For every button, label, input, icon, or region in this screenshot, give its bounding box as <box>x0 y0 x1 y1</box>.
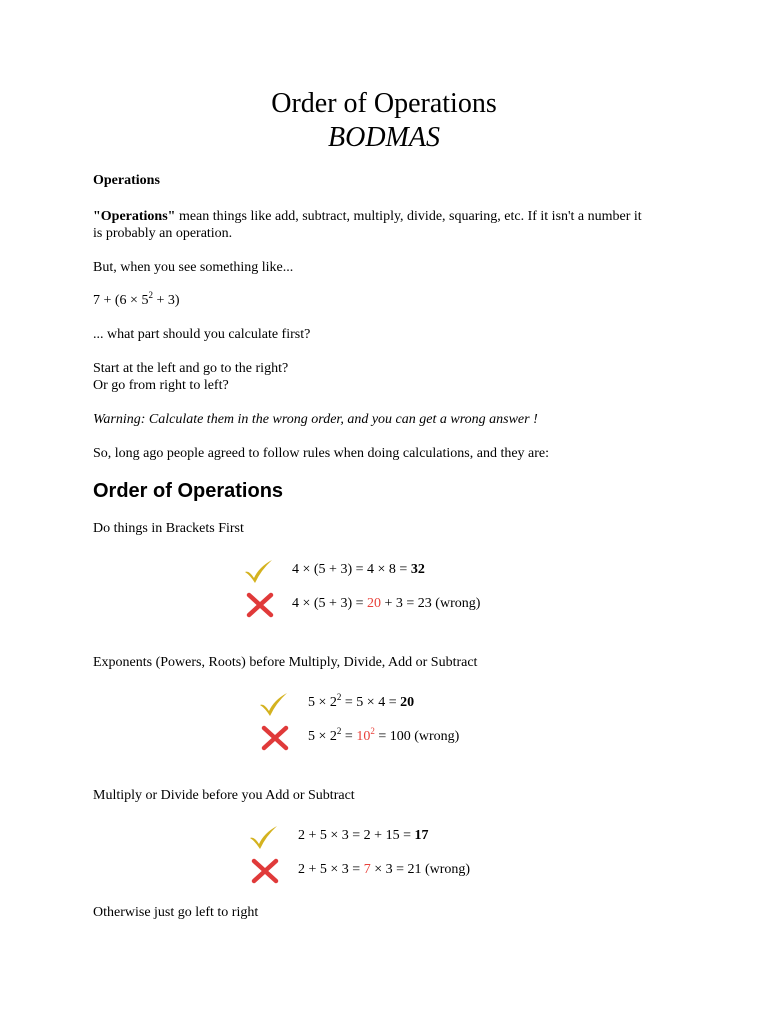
rule-multiply-divide-correct-example: 2 + 5 × 3 = 2 + 15 = 17 <box>298 828 429 843</box>
rule-multiply-divide-text: Multiply or Divide before you Add or Subtract <box>93 788 355 803</box>
rule-multiply-divide-wrong-example: 2 + 5 × 3 = 7 × 3 = 21 (wrong) <box>298 862 471 877</box>
paragraph-left-to-right: Start at the left and go to the right? <box>93 361 289 376</box>
page-title: Order of Operations <box>271 88 497 119</box>
rule-brackets-correct-example: 4 × (5 + 3) = 4 × 8 = 32 <box>292 562 425 577</box>
rule-brackets-wrong-example: 4 × (5 + 3) = 20 + 3 = 23 (wrong) <box>292 596 481 611</box>
wrong-value: 20 <box>367 596 382 611</box>
check-mark-icon <box>248 824 278 850</box>
page-subtitle: BODMAS <box>328 122 440 153</box>
operations-term: "Operations" <box>93 209 176 224</box>
rule-left-to-right-text: Otherwise just go left to right <box>93 905 259 920</box>
rule-exponents-text: Exponents (Powers, Roots) before Multiply, Divide, Add or Subtract <box>93 655 478 670</box>
operations-definition-text: mean things like add, subtract, multiply, divide, squaring, etc. If it isn't a number it is probably an operation. <box>93 209 642 241</box>
warning-text: Warning: Calculate them in the wrong order, and you can get a wrong answer ! <box>93 412 538 427</box>
paragraph-right-to-left: Or go from right to left? <box>93 378 229 393</box>
paragraph-question: ... what part should you calculate first? <box>93 327 311 342</box>
section-heading-operations: Operations <box>93 173 160 188</box>
correct-answer: 20 <box>400 695 415 710</box>
check-mark-icon <box>258 691 288 717</box>
cross-mark-icon <box>250 858 280 884</box>
check-mark-icon <box>243 558 273 584</box>
section-heading-order-of-operations: Order of Operations <box>93 480 284 502</box>
cross-mark-icon <box>260 725 290 751</box>
paragraph-see-something: But, when you see something like... <box>93 260 294 275</box>
correct-answer: 17 <box>414 828 429 843</box>
paragraph-operations-definition <box>93 208 653 242</box>
wrong-value: $10^2$ <box>356 726 375 744</box>
rule-exponents-correct-example: $5 \times 2^2 = 5 \times 4 = 20$ <box>308 692 415 710</box>
paragraph-rules-intro: So, long ago people agreed to follow rules when doing calculations, and they are: <box>93 446 550 461</box>
cross-mark-icon <box>245 592 275 618</box>
wrong-value: 7 <box>363 862 371 877</box>
example-expression: $7 + (6 \times 5^2 + 3)$ <box>93 290 180 308</box>
rule-brackets-text: Do things in Brackets First <box>93 521 244 536</box>
rule-exponents-wrong-example: $5 \times 2^2 = 10^2 = 100$ (wrong) <box>308 726 460 744</box>
correct-answer: 32 <box>410 562 425 577</box>
